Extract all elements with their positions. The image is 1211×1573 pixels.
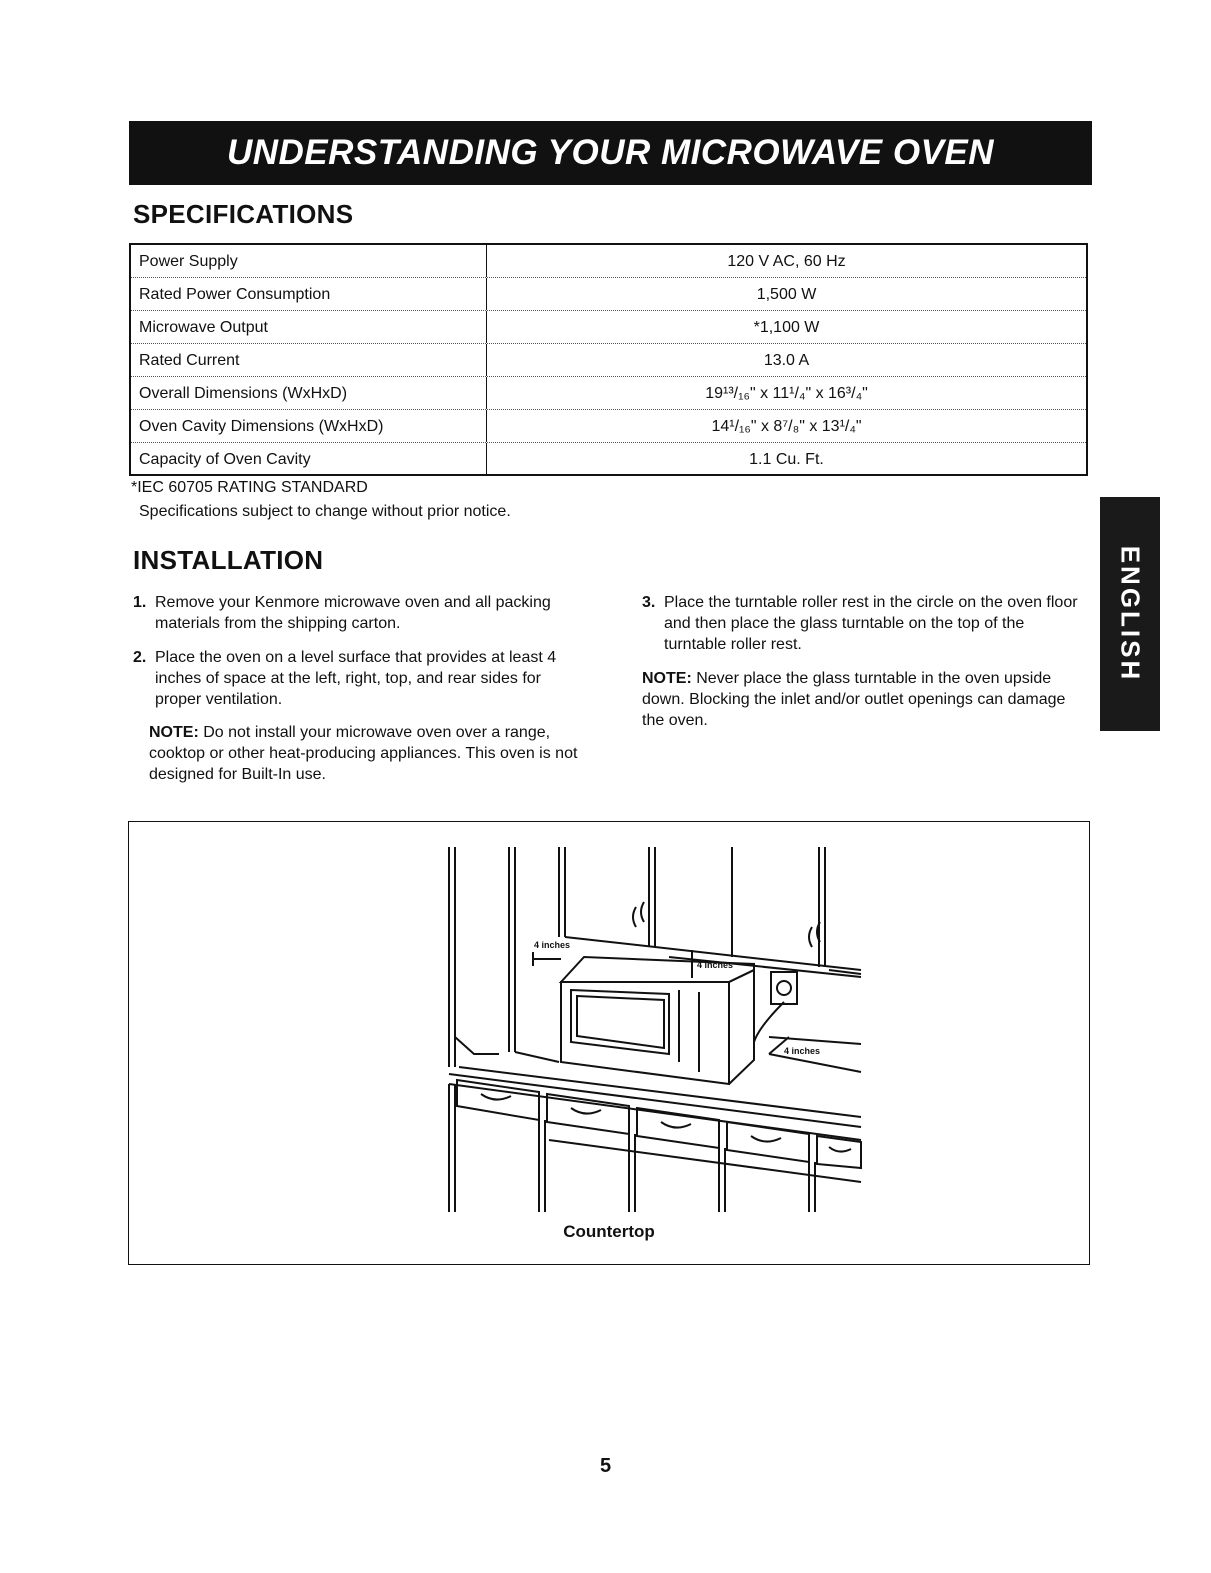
clearance-rear-label: 4 inches (784, 1046, 821, 1056)
spec-label: Capacity of Oven Cavity (131, 443, 487, 476)
installation-left-column (133, 592, 578, 798)
specifications-heading: SPECIFICATIONS (133, 199, 354, 229)
table-row (131, 311, 1086, 344)
list-item (133, 592, 578, 634)
installation-right-column (642, 592, 1090, 731)
page-banner (129, 121, 1092, 185)
language-tab (1100, 497, 1160, 731)
spec-label: Rated Power Consumption (131, 278, 487, 310)
step-number: 2. (133, 649, 147, 666)
table-row (131, 377, 1086, 410)
spec-value: 14¹/₁₆" x 8⁷/₈" x 13¹/₄" (711, 418, 862, 435)
figure-caption: Countertop (563, 1222, 655, 1241)
step-number: 1. (133, 594, 147, 611)
countertop-illustration (129, 822, 1088, 1263)
spec-value: 120 V AC, 60 Hz (727, 253, 846, 270)
spec-value: *1,100 W (753, 319, 820, 336)
table-row (131, 443, 1086, 476)
specifications-notice: Specifications subject to change without prior notice. (139, 503, 511, 520)
table-row (131, 245, 1086, 278)
clearance-top-label: 4 inches (697, 960, 734, 970)
spec-value: 1,500 W (756, 286, 817, 303)
spec-label: Rated Current (131, 344, 487, 376)
note-label: NOTE: (642, 670, 692, 687)
clearance-left-label: 4 inches (534, 940, 571, 950)
spec-value: 1.1 Cu. Ft. (749, 451, 824, 468)
language-tab-label: ENGLISH (1115, 545, 1146, 683)
table-row (131, 278, 1086, 311)
note-text: Never place the glass turntable in the oven upside down. Blocking the inlet and/or outlet openings can damage the oven. (642, 670, 1066, 729)
turntable-note (642, 668, 1090, 731)
banner-title: UNDERSTANDING YOUR MICROWAVE OVEN (226, 133, 995, 172)
step-text: Place the turntable roller rest in the circle on the oven floor and then place the glass turntable on the top of the turntable roller rest. (664, 594, 1078, 653)
spec-label: Overall Dimensions (WxHxD) (131, 377, 487, 409)
step-text: Remove your Kenmore microwave oven and all packing materials from the shipping carton. (155, 594, 551, 632)
installation-heading: INSTALLATION (133, 545, 324, 575)
step-text: Place the oven on a level surface that provides at least 4 inches of space at the left, right, top, and rear sides for proper ventilation. (155, 649, 557, 708)
spec-value: 19¹³/₁₆" x 11¹/₄" x 16³/₄" (705, 385, 868, 402)
spec-value: 13.0 A (763, 352, 810, 369)
spec-label: Power Supply (131, 245, 487, 277)
step-number: 3. (642, 594, 656, 611)
installation-figure (128, 821, 1090, 1265)
spec-label: Microwave Output (131, 311, 487, 343)
rating-footnote: *IEC 60705 RATING STANDARD (131, 479, 368, 496)
note-label: NOTE: (149, 724, 199, 741)
specifications-table (129, 243, 1088, 476)
spec-label: Oven Cavity Dimensions (WxHxD) (131, 410, 487, 442)
list-item (133, 647, 578, 785)
install-note (149, 722, 578, 785)
note-text: Do not install your microwave oven over a range, cooktop or other heat-producing appliances. This oven is not designed for Built-In use. (149, 724, 578, 783)
page-number: 5 (599, 1455, 612, 1477)
table-row (131, 344, 1086, 377)
table-row (131, 410, 1086, 443)
list-item (642, 592, 1090, 655)
